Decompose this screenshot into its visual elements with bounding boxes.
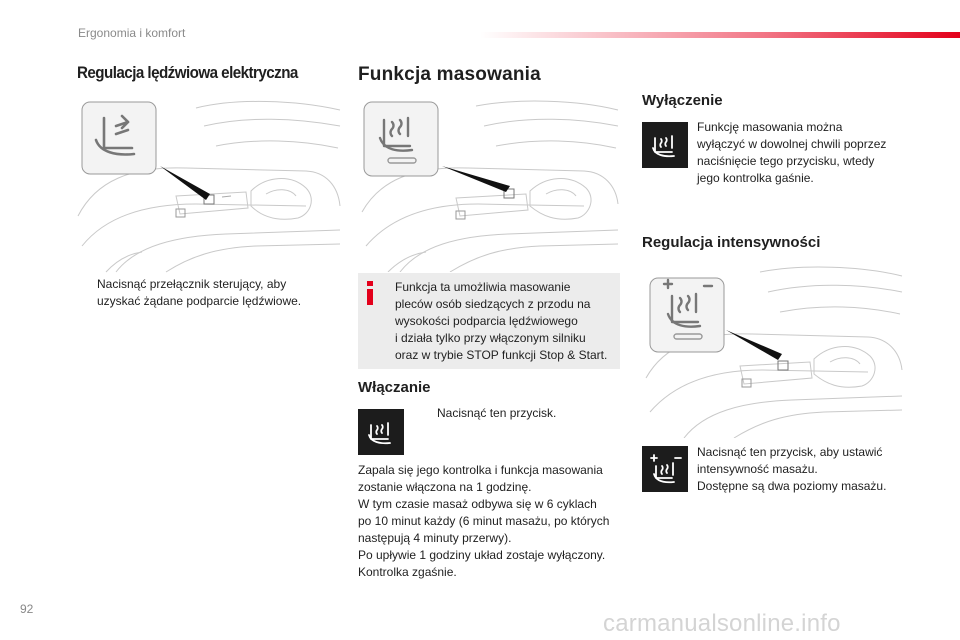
header-rule: [480, 32, 960, 38]
massage-seat-illustration: [358, 96, 620, 272]
activation-line: Kontrolka zgaśnie.: [358, 565, 457, 579]
intensity-line: Dostępne są dwa poziomy masażu.: [697, 479, 887, 493]
deactivation-description: [697, 119, 937, 187]
lumbar-instruction-line: Nacisnąć przełącznik sterujący, aby: [97, 277, 287, 291]
activation-line: Zapala się jego kontrolka i funkcja masowania: [358, 463, 603, 477]
info-line: pleców osób siedzących z przodu na: [395, 297, 591, 311]
watermark: carmanualsonline.info: [603, 610, 841, 637]
deactivation-line: naciśnięcie tego przycisku, wtedy: [697, 154, 875, 168]
lumbar-instruction: [76, 276, 346, 310]
activation-line: po 10 minut każdy (6 minut masażu, po których: [358, 514, 610, 528]
activation-title: Włączanie: [358, 379, 431, 396]
info-line: wysokości podparcia lędźwiowego: [395, 314, 578, 328]
intensity-line: intensywność masażu.: [697, 462, 818, 476]
intensity-line: Nacisnąć ten przycisk, aby ustawić: [697, 445, 883, 459]
activation-line: następują 4 minuty przerwy).: [358, 531, 512, 545]
deactivation-line: jego kontrolka gaśnie.: [697, 171, 814, 185]
page-number: 92: [20, 602, 34, 616]
info-line: Funkcja ta umożliwia masowanie: [395, 280, 571, 294]
lumbar-seat-illustration: [76, 96, 342, 274]
activation-instruction-text: Nacisnąć ten przycisk.: [437, 406, 557, 420]
activation-instruction: [416, 405, 616, 422]
section-header: Ergonomia i komfort: [78, 26, 186, 40]
activation-description: [358, 462, 628, 581]
massage-title: Funkcja masowania: [358, 64, 541, 85]
massage-intensity-button-icon: [642, 446, 688, 492]
activation-line: Po upływie 1 godziny układ zostaje wyłączony.: [358, 548, 606, 562]
deactivation-title: Wyłączenie: [642, 92, 723, 109]
intensity-description: [697, 444, 937, 495]
intensity-title: Regulacja intensywności: [642, 234, 821, 251]
massage-button-icon: [358, 409, 404, 455]
activation-line: W tym czasie masaż odbywa się w 6 cyklach: [358, 497, 597, 511]
lumbar-title: Regulacja lędźwiowa elektryczna: [77, 64, 298, 82]
intensity-seat-illustration: [642, 262, 904, 438]
lumbar-instruction-line: uzyskać żądane podparcie lędźwiowe.: [97, 294, 302, 308]
info-line: oraz w trybie STOP funkcji Stop & Start.: [395, 348, 608, 362]
info-line: i działa tylko przy włączonym silniku: [395, 331, 586, 345]
info-note: [358, 273, 620, 369]
deactivation-line: Funkcję masowania można: [697, 120, 843, 134]
activation-line: zostanie włączona na 1 godzinę.: [358, 480, 532, 494]
deactivation-line: wyłączyć w dowolnej chwili poprzez: [697, 137, 887, 151]
massage-off-button-icon: [642, 122, 688, 168]
info-icon: [367, 281, 373, 305]
